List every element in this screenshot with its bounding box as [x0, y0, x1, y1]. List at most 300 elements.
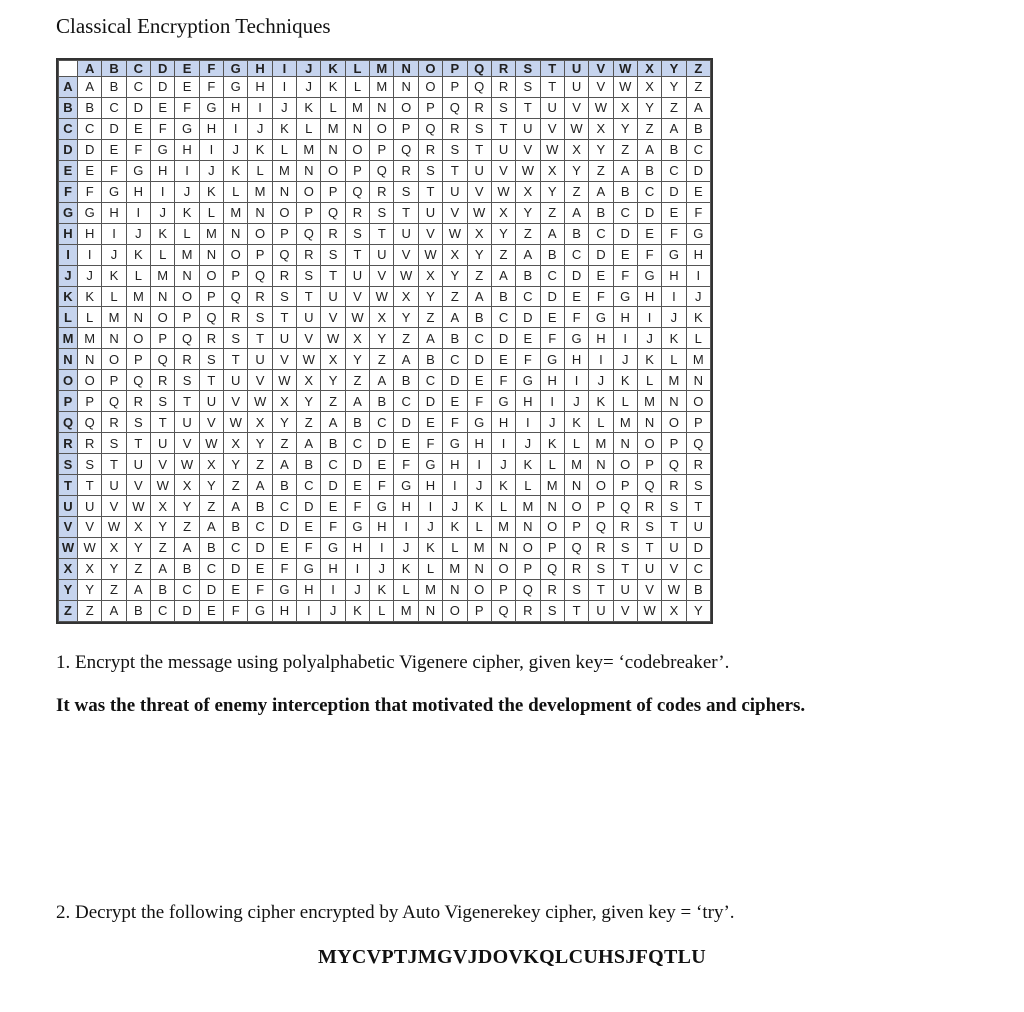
table-cell: N — [102, 328, 126, 349]
table-cell: E — [613, 244, 637, 265]
table-cell: H — [175, 139, 199, 160]
table-cell: U — [78, 496, 102, 517]
column-header: Y — [662, 61, 686, 77]
table-row — [59, 286, 711, 307]
table-cell: U — [540, 97, 564, 118]
table-cell: H — [443, 454, 467, 475]
table-cell: B — [540, 244, 564, 265]
table-cell: T — [589, 579, 613, 600]
table-cell: K — [394, 558, 418, 579]
table-cell: G — [272, 579, 296, 600]
table-cell: V — [491, 160, 515, 181]
table-cell: T — [516, 97, 540, 118]
table-row — [59, 433, 711, 454]
column-header: R — [491, 61, 515, 77]
table-cell: O — [662, 412, 686, 433]
table-cell: I — [224, 118, 248, 139]
table-cell: Y — [491, 223, 515, 244]
table-cell: X — [467, 223, 491, 244]
table-cell: T — [564, 600, 588, 621]
column-header: I — [272, 61, 296, 77]
table-cell: G — [443, 433, 467, 454]
table-cell: B — [321, 433, 345, 454]
table-cell: L — [370, 600, 394, 621]
table-cell: Y — [637, 97, 661, 118]
table-cell: F — [370, 475, 394, 496]
table-cell: C — [686, 139, 710, 160]
table-cell: N — [540, 496, 564, 517]
table-cell: I — [248, 97, 272, 118]
table-cell: D — [662, 181, 686, 202]
table-cell: T — [637, 537, 661, 558]
table-cell: E — [199, 600, 223, 621]
table-cell: W — [151, 475, 175, 496]
column-header: V — [589, 61, 613, 77]
table-cell: M — [248, 181, 272, 202]
table-cell: B — [418, 349, 442, 370]
table-cell: U — [443, 181, 467, 202]
table-cell: L — [126, 265, 150, 286]
table-cell: T — [224, 349, 248, 370]
table-cell: G — [297, 558, 321, 579]
table-cell: T — [418, 181, 442, 202]
table-cell: L — [686, 328, 710, 349]
table-cell: W — [443, 223, 467, 244]
table-cell: P — [418, 97, 442, 118]
table-cell: U — [564, 77, 588, 98]
table-cell: X — [443, 244, 467, 265]
row-header: D — [59, 139, 78, 160]
column-header: W — [613, 61, 637, 77]
table-cell: E — [443, 391, 467, 412]
table-cell: Y — [297, 391, 321, 412]
table-cell: N — [272, 181, 296, 202]
table-cell: F — [686, 202, 710, 223]
table-row — [59, 558, 711, 579]
table-cell: L — [589, 412, 613, 433]
table-cell: E — [175, 77, 199, 98]
table-cell: O — [272, 202, 296, 223]
table-cell: O — [613, 454, 637, 475]
table-cell: O — [370, 118, 394, 139]
table-cell: J — [418, 517, 442, 538]
table-cell: R — [467, 97, 491, 118]
table-cell: Y — [175, 496, 199, 517]
column-header: Z — [686, 61, 710, 77]
table-cell: M — [175, 244, 199, 265]
table-cell: H — [151, 160, 175, 181]
table-cell: K — [102, 265, 126, 286]
table-cell: H — [321, 558, 345, 579]
table-cell: B — [686, 579, 710, 600]
table-cell: C — [126, 77, 150, 98]
table-cell: G — [78, 202, 102, 223]
table-cell: I — [637, 307, 661, 328]
table-cell: U — [321, 286, 345, 307]
row-header: F — [59, 181, 78, 202]
table-cell: C — [491, 307, 515, 328]
table-cell: V — [613, 600, 637, 621]
table-cell: Z — [564, 181, 588, 202]
row-header: X — [59, 558, 78, 579]
table-cell: H — [418, 475, 442, 496]
table-cell: M — [102, 307, 126, 328]
table-cell: I — [345, 558, 369, 579]
table-cell: K — [199, 181, 223, 202]
table-cell: A — [248, 475, 272, 496]
table-cell: P — [370, 139, 394, 160]
table-cell: P — [78, 391, 102, 412]
table-cell: A — [175, 537, 199, 558]
table-cell: T — [686, 496, 710, 517]
table-cell: M — [321, 118, 345, 139]
table-cell: D — [151, 77, 175, 98]
table-cell: W — [662, 579, 686, 600]
table-cell: H — [613, 307, 637, 328]
table-cell: R — [613, 517, 637, 538]
table-cell: P — [467, 600, 491, 621]
table-cell: U — [394, 223, 418, 244]
table-cell: L — [564, 433, 588, 454]
table-cell: Q — [613, 496, 637, 517]
table-cell: X — [175, 475, 199, 496]
table-cell: Y — [199, 475, 223, 496]
column-header: B — [102, 61, 126, 77]
table-cell: C — [102, 97, 126, 118]
table-cell: L — [540, 454, 564, 475]
table-cell: G — [540, 349, 564, 370]
page-title: Classical Encryption Techniques — [56, 14, 331, 38]
table-cell: H — [345, 537, 369, 558]
table-row — [59, 600, 711, 621]
table-cell: U — [248, 349, 272, 370]
table-cell: C — [394, 391, 418, 412]
table-cell: E — [297, 517, 321, 538]
table-cell: X — [345, 328, 369, 349]
table-cell: D — [443, 370, 467, 391]
column-header: A — [78, 61, 102, 77]
table-cell: S — [589, 558, 613, 579]
table-cell: C — [686, 558, 710, 579]
table-corner-cell — [59, 61, 78, 77]
table-cell: Z — [175, 517, 199, 538]
table-cell: I — [686, 265, 710, 286]
column-header: C — [126, 61, 150, 77]
table-cell: O — [589, 475, 613, 496]
table-cell: I — [199, 139, 223, 160]
column-header: U — [564, 61, 588, 77]
table-cell: N — [467, 558, 491, 579]
table-cell: N — [321, 139, 345, 160]
table-cell: X — [151, 496, 175, 517]
table-cell: U — [175, 412, 199, 433]
table-cell: S — [151, 391, 175, 412]
table-cell: C — [151, 600, 175, 621]
table-cell: R — [248, 286, 272, 307]
table-cell: F — [321, 517, 345, 538]
table-cell: C — [564, 244, 588, 265]
table-cell: J — [491, 454, 515, 475]
row-header: I — [59, 244, 78, 265]
table-cell: H — [102, 202, 126, 223]
table-cell: W — [321, 328, 345, 349]
table-cell: K — [637, 349, 661, 370]
table-cell: N — [78, 349, 102, 370]
table-cell: E — [467, 370, 491, 391]
table-cell: Z — [540, 202, 564, 223]
table-cell: P — [394, 118, 418, 139]
table-cell: E — [345, 475, 369, 496]
table-cell: N — [297, 160, 321, 181]
table-cell: T — [613, 558, 637, 579]
table-cell: C — [589, 223, 613, 244]
table-cell: C — [443, 349, 467, 370]
table-cell: B — [224, 517, 248, 538]
table-cell: Q — [564, 537, 588, 558]
table-cell: I — [443, 475, 467, 496]
table-cell: A — [686, 97, 710, 118]
table-cell: Q — [175, 328, 199, 349]
table-cell: G — [491, 391, 515, 412]
row-header: R — [59, 433, 78, 454]
table-cell: G — [224, 77, 248, 98]
table-cell: S — [394, 181, 418, 202]
table-cell: Y — [467, 244, 491, 265]
table-cell: A — [467, 286, 491, 307]
table-cell: M — [394, 600, 418, 621]
table-cell: Y — [540, 181, 564, 202]
table-cell: I — [540, 391, 564, 412]
table-cell: F — [443, 412, 467, 433]
table-cell: S — [540, 600, 564, 621]
table-cell: Y — [394, 307, 418, 328]
table-cell: W — [418, 244, 442, 265]
table-cell: A — [102, 600, 126, 621]
table-cell: Z — [151, 537, 175, 558]
table-cell: I — [151, 181, 175, 202]
table-cell: F — [224, 600, 248, 621]
vigenere-table-container — [56, 58, 713, 624]
table-cell: R — [394, 160, 418, 181]
table-cell: L — [102, 286, 126, 307]
table-cell: L — [613, 391, 637, 412]
table-cell: V — [321, 307, 345, 328]
table-cell: D — [272, 517, 296, 538]
column-header: N — [394, 61, 418, 77]
table-cell: W — [491, 181, 515, 202]
table-cell: V — [418, 223, 442, 244]
row-header: Z — [59, 600, 78, 621]
table-cell: F — [175, 97, 199, 118]
table-cell: K — [272, 118, 296, 139]
table-cell: L — [224, 181, 248, 202]
table-cell: N — [370, 97, 394, 118]
table-cell: R — [637, 496, 661, 517]
table-cell: O — [491, 558, 515, 579]
table-cell: J — [126, 223, 150, 244]
table-cell: S — [686, 475, 710, 496]
table-cell: O — [102, 349, 126, 370]
table-cell: G — [175, 118, 199, 139]
table-row — [59, 391, 711, 412]
table-cell: K — [516, 454, 540, 475]
table-cell: Q — [443, 97, 467, 118]
table-cell: X — [126, 517, 150, 538]
table-cell: Z — [589, 160, 613, 181]
table-cell: G — [613, 286, 637, 307]
table-cell: O — [175, 286, 199, 307]
table-cell: U — [637, 558, 661, 579]
table-cell: E — [662, 202, 686, 223]
column-header: S — [516, 61, 540, 77]
table-cell: K — [443, 517, 467, 538]
table-cell: R — [224, 307, 248, 328]
table-cell: I — [321, 579, 345, 600]
table-cell: K — [662, 328, 686, 349]
table-cell: Z — [637, 118, 661, 139]
table-cell: E — [686, 181, 710, 202]
table-cell: E — [248, 558, 272, 579]
table-cell: I — [564, 370, 588, 391]
table-cell: U — [224, 370, 248, 391]
table-cell: Z — [443, 286, 467, 307]
table-cell: S — [248, 307, 272, 328]
table-cell: R — [175, 349, 199, 370]
row-header: N — [59, 349, 78, 370]
table-cell: U — [491, 139, 515, 160]
table-cell: R — [272, 265, 296, 286]
table-cell: S — [564, 579, 588, 600]
table-cell: A — [613, 160, 637, 181]
table-cell: S — [613, 537, 637, 558]
table-cell: P — [175, 307, 199, 328]
table-cell: O — [686, 391, 710, 412]
table-cell: L — [637, 370, 661, 391]
table-cell: X — [662, 600, 686, 621]
table-cell: P — [662, 433, 686, 454]
table-cell: T — [443, 160, 467, 181]
table-cell: D — [540, 286, 564, 307]
table-cell: K — [467, 496, 491, 517]
table-cell: N — [516, 517, 540, 538]
table-cell: B — [297, 454, 321, 475]
table-cell: T — [199, 370, 223, 391]
table-cell: J — [321, 600, 345, 621]
table-cell: W — [126, 496, 150, 517]
table-cell: K — [540, 433, 564, 454]
table-cell: W — [248, 391, 272, 412]
table-cell: N — [637, 412, 661, 433]
table-cell: Q — [224, 286, 248, 307]
table-cell: D — [686, 160, 710, 181]
table-cell: R — [370, 181, 394, 202]
table-cell: S — [467, 118, 491, 139]
table-row — [59, 97, 711, 118]
table-row — [59, 181, 711, 202]
table-cell: L — [516, 475, 540, 496]
table-cell: Q — [418, 118, 442, 139]
table-cell: B — [78, 97, 102, 118]
table-cell: B — [637, 160, 661, 181]
table-cell: M — [78, 328, 102, 349]
table-cell: Y — [126, 537, 150, 558]
table-cell: J — [199, 160, 223, 181]
table-cell: W — [199, 433, 223, 454]
table-cell: R — [686, 454, 710, 475]
table-cell: B — [199, 537, 223, 558]
table-cell: S — [637, 517, 661, 538]
table-cell: L — [199, 202, 223, 223]
table-cell: O — [151, 307, 175, 328]
table-cell: M — [491, 517, 515, 538]
table-cell: Z — [224, 475, 248, 496]
table-row — [59, 77, 711, 98]
table-cell: F — [126, 139, 150, 160]
table-cell: U — [199, 391, 223, 412]
table-cell: X — [491, 202, 515, 223]
table-cell: F — [540, 328, 564, 349]
table-cell: W — [394, 265, 418, 286]
table-cell: B — [686, 118, 710, 139]
table-cell: O — [248, 223, 272, 244]
table-cell: G — [564, 328, 588, 349]
table-cell: S — [516, 77, 540, 98]
row-header: V — [59, 517, 78, 538]
table-cell: R — [151, 370, 175, 391]
table-cell: I — [272, 77, 296, 98]
table-cell: V — [467, 181, 491, 202]
column-header: O — [418, 61, 442, 77]
table-cell: J — [394, 537, 418, 558]
table-cell: I — [370, 537, 394, 558]
table-cell: M — [345, 97, 369, 118]
table-cell: Y — [345, 349, 369, 370]
table-cell: O — [199, 265, 223, 286]
table-cell: I — [418, 496, 442, 517]
table-cell: R — [78, 433, 102, 454]
table-cell: F — [467, 391, 491, 412]
table-cell: Z — [199, 496, 223, 517]
table-cell: G — [589, 307, 613, 328]
table-cell: S — [175, 370, 199, 391]
table-cell: P — [102, 370, 126, 391]
table-cell: N — [443, 579, 467, 600]
table-cell: J — [224, 139, 248, 160]
table-cell: N — [175, 265, 199, 286]
table-cell: S — [272, 286, 296, 307]
table-cell: G — [345, 517, 369, 538]
table-cell: L — [78, 307, 102, 328]
table-cell: N — [224, 223, 248, 244]
table-cell: A — [199, 517, 223, 538]
table-cell: G — [516, 370, 540, 391]
column-header: H — [248, 61, 272, 77]
table-cell: C — [199, 558, 223, 579]
table-cell: O — [467, 579, 491, 600]
row-header: K — [59, 286, 78, 307]
table-cell: H — [589, 328, 613, 349]
table-cell: O — [443, 600, 467, 621]
table-cell: I — [297, 600, 321, 621]
table-cell: B — [175, 558, 199, 579]
table-cell: B — [248, 496, 272, 517]
row-header: O — [59, 370, 78, 391]
table-cell: P — [516, 558, 540, 579]
table-cell: Q — [321, 202, 345, 223]
table-cell: L — [248, 160, 272, 181]
table-cell: P — [589, 496, 613, 517]
table-cell: N — [564, 475, 588, 496]
